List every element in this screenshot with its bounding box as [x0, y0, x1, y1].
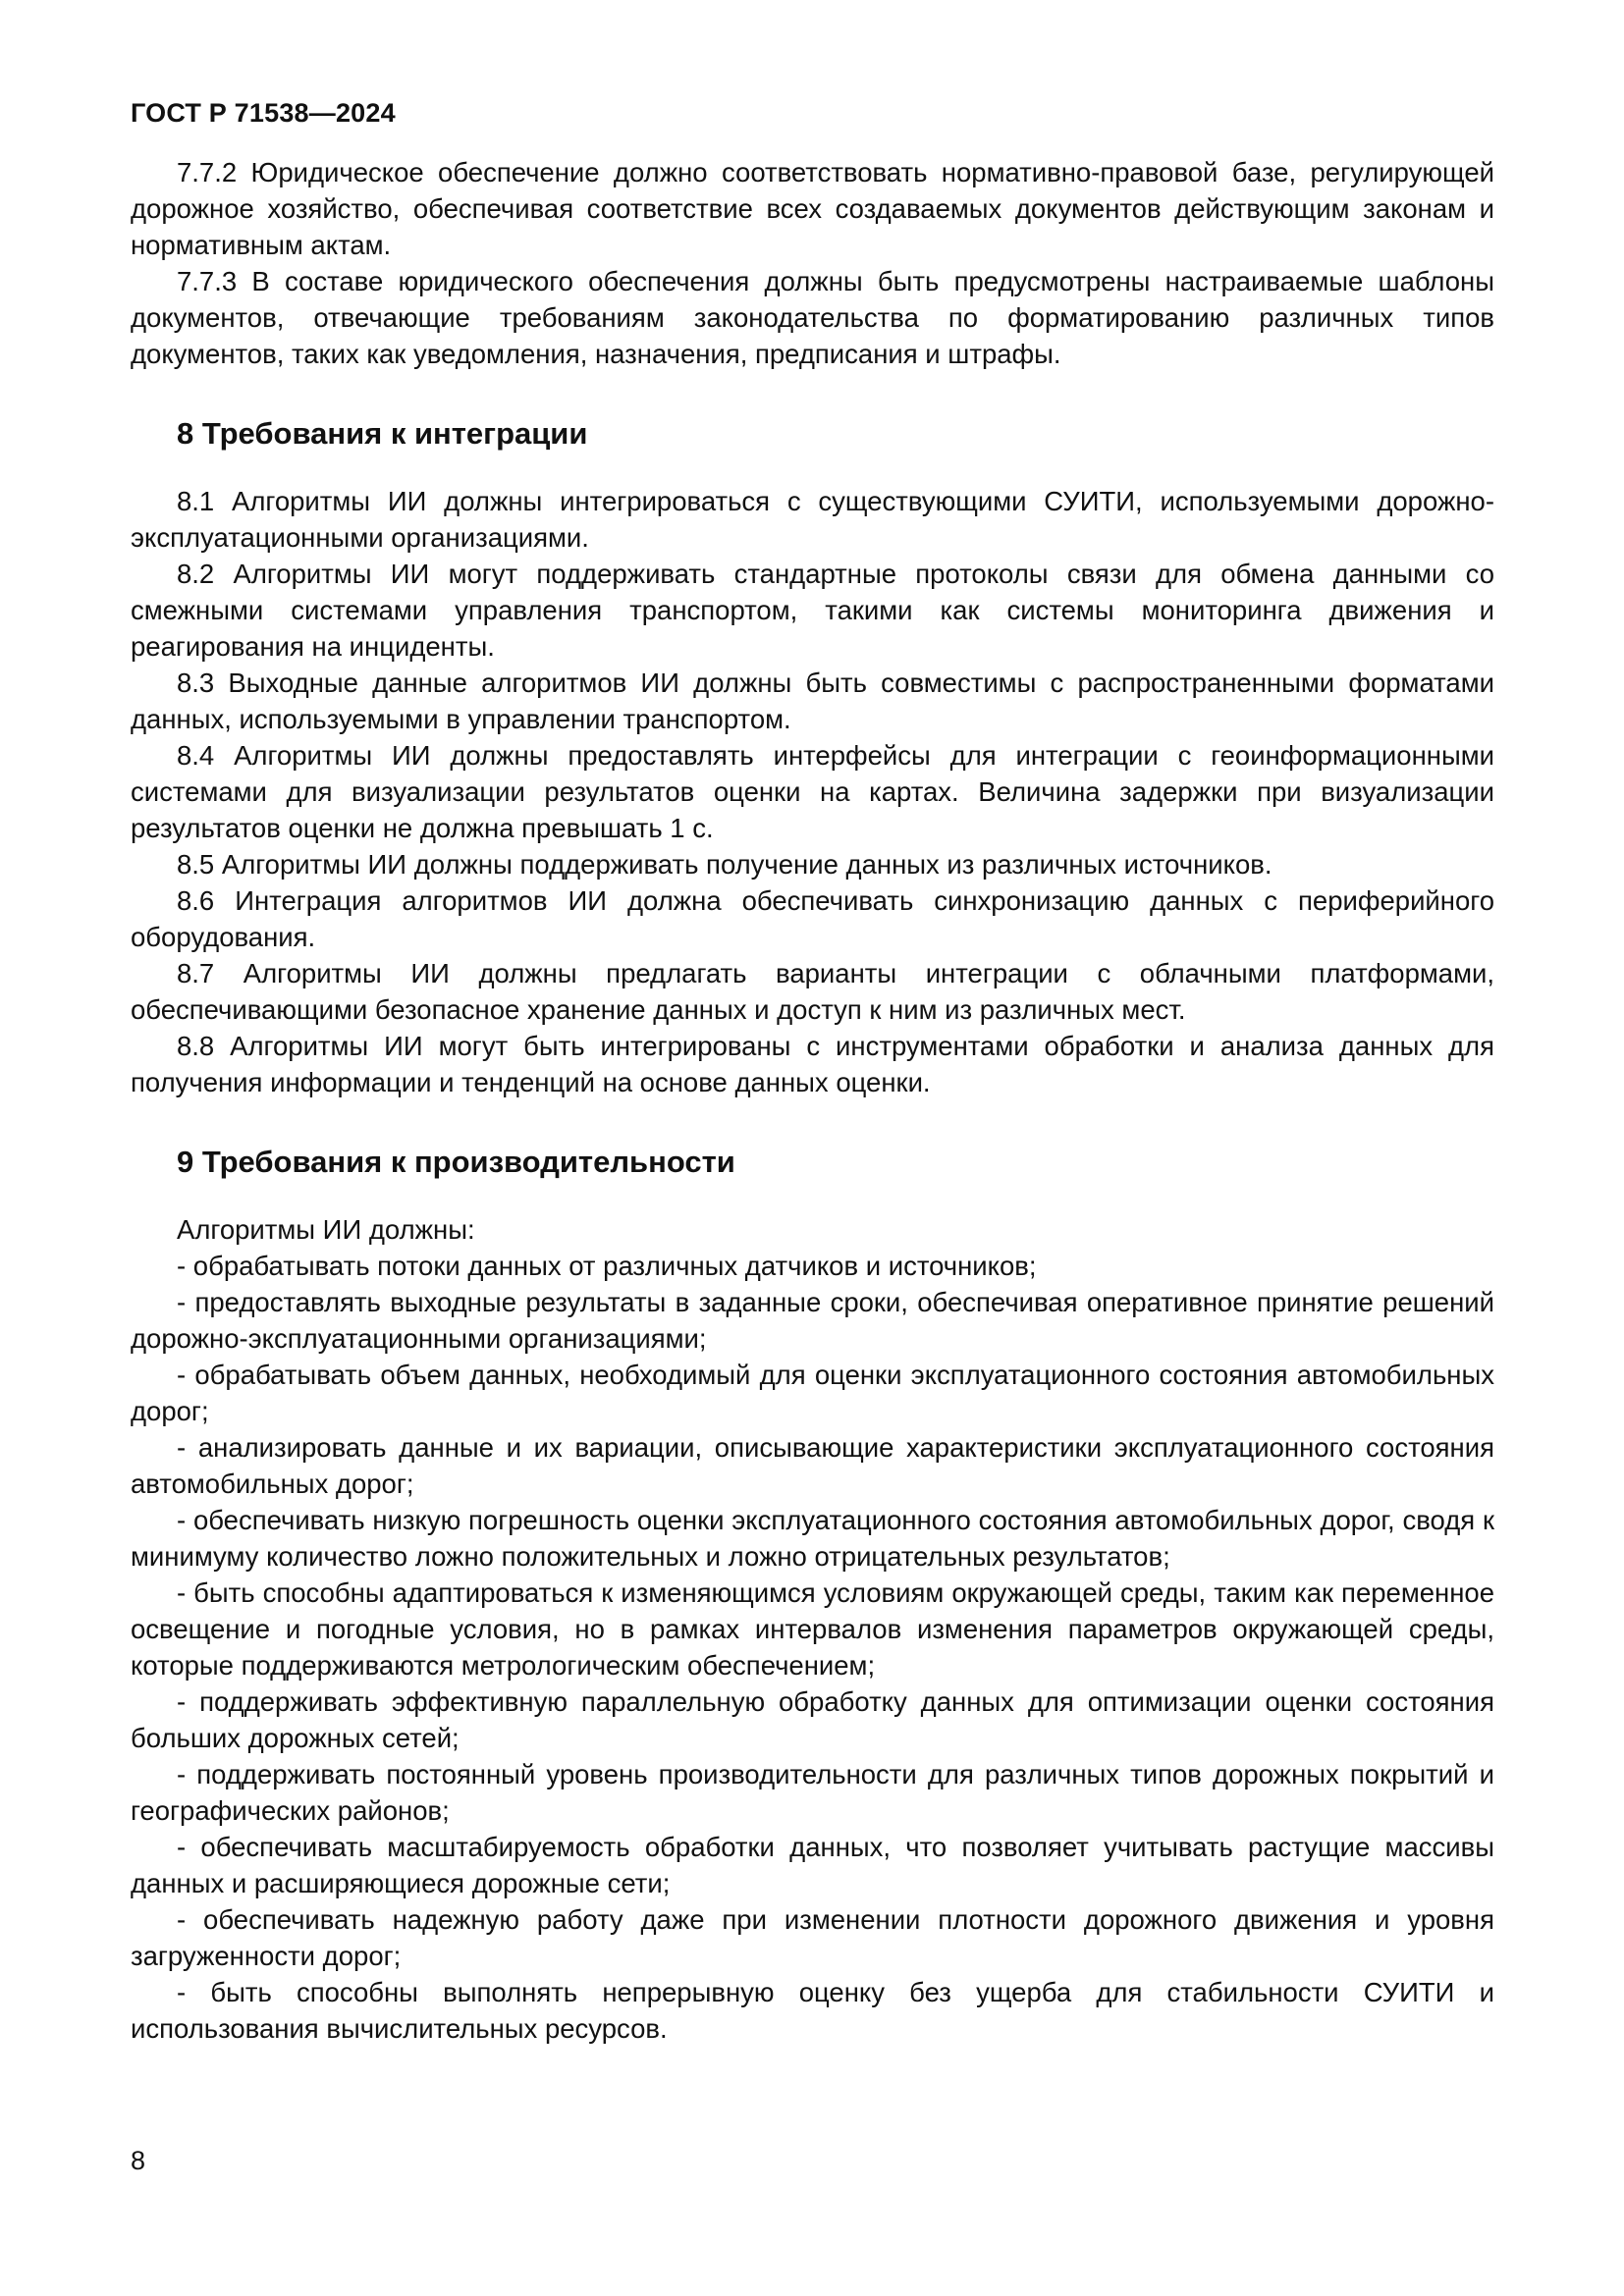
paragraph-8-3: 8.3 Выходные данные алгоритмов ИИ должны быть совместимы с распространенными форматами данных, используемыми в управлении транспортом.	[131, 667, 1494, 734]
section-9-heading: 9 Требования к производительности	[177, 1145, 735, 1179]
list-item: - поддерживать эффективную параллельную обработку данных для оптимизации оценки состояния больших дорожных сетей;	[131, 1686, 1494, 1753]
list-item: - обеспечивать масштабируемость обработки данных, что позволяет учитывать растущие массивы данных и расширяющиеся дорожные сети;	[131, 1832, 1494, 1898]
list-item: - обеспечивать низкую погрешность оценки эксплуатационного состояния автомобильных дорог, сводя к минимуму количество ложно положительных и ложно отрицательных результатов;	[131, 1505, 1494, 1572]
list-item: - обрабатывать объем данных, необходимый для оценки эксплуатационного состояния автомобильных дорог;	[131, 1360, 1494, 1426]
list-item: - быть способны адаптироваться к изменяющимся условиям окружающей среды, таким как переменное освещение и погодные условия, но в рамках интервалов изменения параметров окружающей среды, которые поддерживаются метрологическим обеспечением;	[131, 1577, 1494, 1681]
paragraph-8-5: 8.5 Алгоритмы ИИ должны поддерживать получение данных из различных источников.	[177, 849, 1272, 880]
paragraph-7-7-2: 7.7.2 Юридическое обеспечение должно соответствовать нормативно-правовой базе, регулирующей дорожное хозяйство, обеспечивая соответствие всех создаваемых документов действующим законам и нормативным актам.	[131, 157, 1494, 260]
paragraph-8-7: 8.7 Алгоритмы ИИ должны предлагать варианты интеграции с облачными платформами, обеспечивающими безопасное хранение данных и доступ к ним из различных мест.	[131, 958, 1494, 1025]
list-item: - поддерживать постоянный уровень производительности для различных типов дорожных покрытий и географических районов;	[131, 1759, 1494, 1826]
paragraph-8-2: 8.2 Алгоритмы ИИ могут поддерживать стандартные протоколы связи для обмена данными со смежными системами управления транспортом, такими как системы мониторинга движения и реагирования на инциденты.	[131, 559, 1494, 662]
list-item: - быть способны выполнять непрерывную оценку без ущерба для стабильности СУИТИ и использования вычислительных ресурсов.	[131, 1977, 1494, 2044]
document-header: ГОСТ Р 71538—2024	[131, 98, 396, 128]
paragraph-8-6: 8.6 Интеграция алгоритмов ИИ должна обеспечивать синхронизацию данных с периферийного оборудования.	[131, 885, 1494, 952]
paragraph-8-1: 8.1 Алгоритмы ИИ должны интегрироваться с существующими СУИТИ, используемыми дорожно-эксплуатационными организациями.	[131, 486, 1494, 553]
list-item: - обеспечивать надежную работу даже при изменении плотности дорожного движения и уровня загруженности дорог;	[131, 1904, 1494, 1971]
list-item: - анализировать данные и их вариации, описывающие характеристики эксплуатационного состояния автомобильных дорог;	[131, 1432, 1494, 1499]
section-8-heading: 8 Требования к интеграции	[177, 416, 588, 451]
page-number: 8	[131, 2146, 146, 2175]
list-item: - предоставлять выходные результаты в заданные сроки, обеспечивая оперативное принятие решений дорожно-эксплуатационными организациями;	[131, 1287, 1494, 1354]
list-item: - обрабатывать потоки данных от различных датчиков и источников;	[177, 1251, 1037, 1281]
paragraph-8-8: 8.8 Алгоритмы ИИ могут быть интегрированы с инструментами обработки и анализа данных для получения информации и тенденций на основе данных оценки.	[131, 1031, 1494, 1097]
section-9-intro: Алгоритмы ИИ должны:	[177, 1214, 475, 1245]
document-body	[131, 154, 1494, 2047]
paragraph-8-4: 8.4 Алгоритмы ИИ должны предоставлять интерфейсы для интеграции с геоинформационными системами для визуализации результатов оценки на картах. Величина задержки при визуализации результатов оценки не должна превышать 1 с.	[131, 740, 1494, 843]
paragraph-7-7-3: 7.7.3 В составе юридического обеспечения должны быть предусмотрены настраиваемые шаблоны документов, отвечающие требованиям законодательства по форматированию различных типов документов, таких как уведомления, назначения, предписания и штрафы.	[131, 266, 1494, 369]
